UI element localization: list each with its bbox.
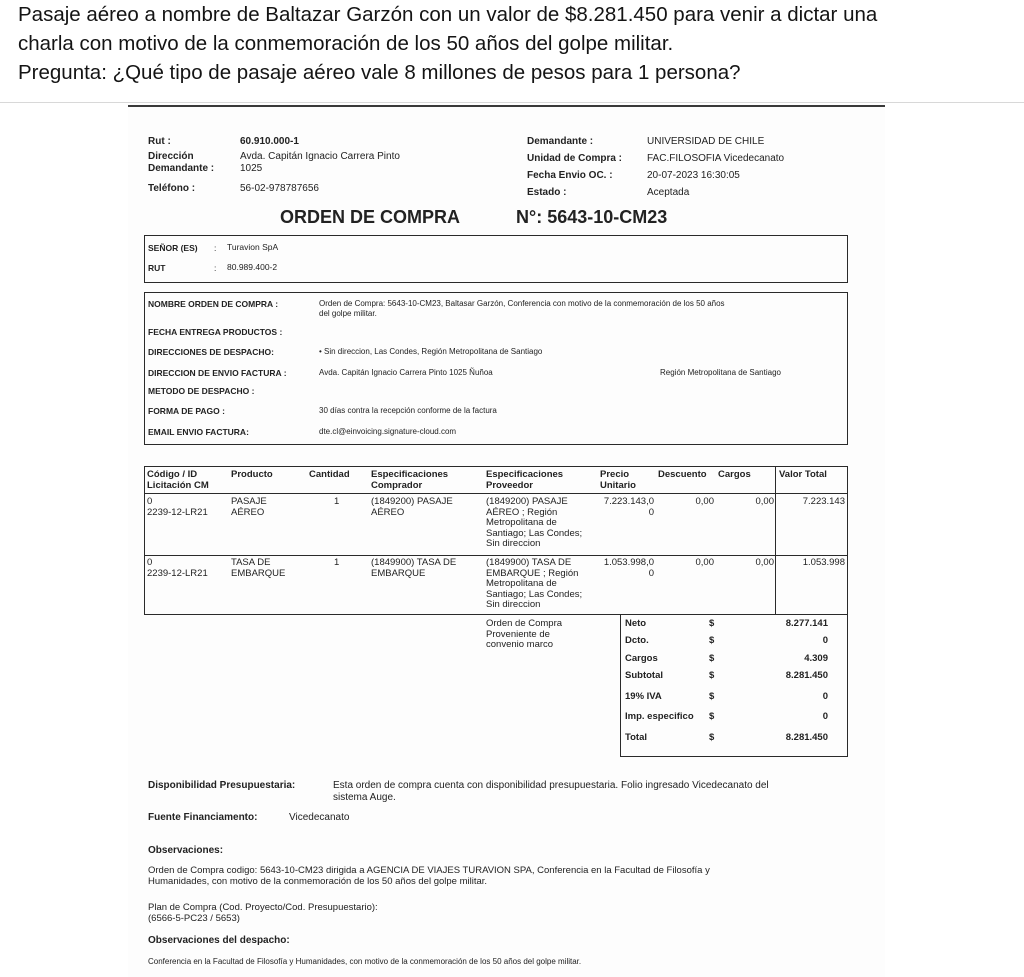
- totals-currency: $: [709, 691, 715, 702]
- convenio-note: [486, 619, 562, 651]
- rut-value: 60.910.000-1: [240, 136, 299, 147]
- supplier-rut-value: 80.989.400-2: [227, 262, 278, 272]
- totals-currency: $: [709, 635, 715, 646]
- caption-line-3: Pregunta: ¿Qué tipo de pasaje aéreo vale 8 millones de pesos para 1 persona?: [18, 61, 741, 84]
- row1-producto-line-1: PASAJE: [231, 496, 267, 507]
- header-precio: [600, 470, 636, 491]
- row2-espec-proveedor: [486, 558, 582, 611]
- row2-producto-line-2: EMBARQUE: [231, 567, 286, 579]
- row1-codigo-line-2: 2239-12-LR21: [147, 506, 208, 518]
- senor-label: SEÑOR (ES): [148, 243, 198, 253]
- header-codigo-line-2: Licitación CM: [147, 479, 209, 491]
- header-cantidad: Cantidad: [309, 469, 350, 480]
- unidad-compra-label: Unidad de Compra :: [527, 153, 623, 164]
- row2-descuento: 0,00: [695, 557, 714, 568]
- forma-pago-value: 30 días contra la recepción conforme de la factura: [319, 406, 497, 415]
- items-header-divider: [144, 493, 848, 494]
- plan-compra-line-2: (6566-5-PC23 / 5653): [148, 913, 240, 924]
- demandante-left-label: Demandante :: [148, 163, 215, 174]
- row2-espec-comprador: [371, 558, 456, 579]
- header-espec-comprador: [371, 470, 448, 491]
- row1-cantidad: 1: [334, 496, 340, 507]
- senor-colon: :: [214, 243, 217, 253]
- row1-cargos: 0,00: [755, 496, 774, 507]
- row2-espec-comprador-line-1: (1849900) TASA DE: [371, 557, 457, 568]
- totals-label: Total: [625, 732, 647, 743]
- totals-value: 8.281.450: [785, 670, 828, 681]
- header-espec-proveedor-line-1: Especificaciones: [486, 469, 564, 480]
- row2-espec-proveedor-line-3: Metropolitana de: [486, 578, 557, 589]
- totals-label: Dcto.: [625, 635, 649, 646]
- header-precio-line-1: Precio: [600, 469, 630, 480]
- supplier-rut-colon: :: [214, 263, 217, 273]
- row2-cargos: 0,00: [755, 557, 774, 568]
- row1-precio-line-2: 0: [648, 506, 654, 518]
- email-factura-label: EMAIL ENVIO FACTURA:: [148, 427, 249, 437]
- row2-producto-line-1: TASA DE: [231, 557, 271, 568]
- demandante-right-label: Demandante :: [527, 136, 594, 147]
- caption-line-1: Pasaje aéreo a nombre de Baltazar Garzón con un valor de $8.281.450 para venir a dictar una: [18, 3, 878, 26]
- caption-divider: [0, 102, 1024, 103]
- rut-label: Rut :: [148, 136, 171, 147]
- row1-espec-proveedor-line-4: Santiago; Las Condes;: [486, 527, 583, 539]
- row2-precio: [598, 558, 654, 579]
- row2-espec-proveedor-line-1: (1849900) TASA DE: [486, 557, 572, 568]
- row2-precio-line-1: 1.053.998,0: [603, 557, 654, 568]
- fuente-label: Fuente Financiamento:: [148, 812, 258, 823]
- row2-espec-comprador-line-2: EMBARQUE: [371, 567, 426, 579]
- disponibilidad-line-2: sistema Auge.: [333, 792, 396, 803]
- orden-compra-number: N°: 5643-10-CM23: [516, 207, 668, 227]
- row1-precio-line-1: 7.223.143,0: [603, 496, 654, 507]
- demandante-right-value: UNIVERSIDAD DE CHILE: [647, 136, 765, 147]
- totals-currency: $: [709, 653, 715, 664]
- row1-precio: [598, 497, 654, 518]
- row1-producto: [231, 497, 267, 518]
- obs-despacho-value: Conferencia en la Facultad de Filosofía y Humanidades, con motivo de la conmemoración de los 50 años del golpe militar.: [148, 957, 582, 966]
- nombre-orden-value-2: del golpe militar.: [319, 309, 377, 318]
- row2-cantidad: 1: [334, 557, 340, 568]
- unidad-compra-value: FAC.FILOSOFIA Vicedecanato: [647, 153, 785, 164]
- totals-label: 19% IVA: [625, 691, 662, 702]
- header-espec-comprador-line-2: Comprador: [371, 479, 423, 491]
- senor-value: Turavion SpA: [227, 242, 279, 252]
- row2-espec-proveedor-line-2: EMBARQUE ; Región: [486, 567, 579, 579]
- nombre-orden-value-1: Orden de Compra: 5643-10-CM23, Baltasar Garzón, Conferencia con motivo de la conmemoración de los 50 años: [319, 299, 725, 308]
- fecha-entrega-label: FECHA ENTREGA PRODUCTOS :: [148, 327, 283, 337]
- row2-valor-total: 1.053.998: [802, 557, 845, 568]
- header-espec-comprador-line-1: Especificaciones: [371, 469, 449, 480]
- row2-codigo: [147, 558, 208, 579]
- envio-factura-value: Avda. Capitán Ignacio Carrera Pinto 1025 Ñuñoa: [319, 368, 493, 377]
- row1-codigo: [147, 497, 208, 518]
- row1-espec-proveedor: [486, 497, 582, 550]
- row1-espec-comprador: [371, 497, 453, 518]
- direcciones-despacho-label: DIRECCIONES DE DESPACHO:: [148, 347, 274, 357]
- obs-despacho-label: Observaciones del despacho:: [148, 935, 290, 946]
- row2-codigo-line-2: 2239-12-LR21: [147, 567, 208, 579]
- caption-line-2: charla con motivo de la conmemoración de los 50 años del golpe militar.: [18, 32, 674, 55]
- row1-espec-comprador-line-2: AÉREO: [371, 506, 405, 518]
- totals-value: 4.309: [804, 653, 828, 664]
- telefono-value: 56-02-978787656: [240, 183, 319, 194]
- totals-value: 8.277.141: [785, 618, 828, 629]
- valor-total-column-divider: [775, 466, 776, 615]
- row1-espec-proveedor-line-2: AÉREO ; Región: [486, 506, 558, 518]
- totals-value: 0: [822, 635, 828, 646]
- totals-value: 8.281.450: [785, 732, 828, 743]
- metodo-despacho-label: METODO DE DESPACHO :: [148, 386, 255, 396]
- post-caption: [18, 0, 1008, 87]
- forma-pago-label: FORMA DE PAGO :: [148, 406, 225, 416]
- observaciones-line-1: Orden de Compra codigo: 5643-10-CM23 dirigida a AGENCIA DE VIAJES TURAVION SPA, Conferencia en la Facultad de Filosofía y: [148, 865, 710, 876]
- header-espec-proveedor-line-2: Proveedor: [486, 479, 533, 491]
- row2-codigo-line-1: 0: [147, 557, 153, 568]
- disponibilidad-line-1: Esta orden de compra cuenta con disponibilidad presupuestaria. Folio ingresado Vicedecanato del: [333, 780, 769, 791]
- totals-currency: $: [709, 732, 715, 743]
- estado-label: Estado :: [527, 187, 567, 198]
- supplier-rut-label: RUT: [148, 263, 166, 273]
- totals-label: Imp. especifico: [625, 711, 694, 722]
- fecha-envio-label: Fecha Envio OC. :: [527, 170, 613, 181]
- totals-currency: $: [709, 670, 715, 681]
- row1-descuento: 0,00: [695, 496, 714, 507]
- convenio-note-line-3: convenio marco: [486, 639, 554, 650]
- envio-factura-region: Región Metropolitana de Santiago: [660, 368, 781, 377]
- scan-top-border: [128, 105, 885, 107]
- convenio-note-line-1: Orden de Compra: [486, 618, 563, 629]
- header-producto: Producto: [231, 469, 273, 480]
- totals-currency: $: [709, 618, 715, 629]
- email-factura-value: dte.cl@einvoicing.signature-cloud.com: [319, 427, 457, 436]
- nombre-orden-label: NOMBRE ORDEN DE COMPRA :: [148, 299, 279, 309]
- row1-valor-total: 7.223.143: [802, 496, 845, 507]
- row1-espec-comprador-line-1: (1849200) PASAJE: [371, 496, 453, 507]
- direccion-value: Avda. Capitán Ignacio Carrera Pinto: [240, 151, 400, 162]
- totals-currency: $: [709, 711, 715, 722]
- direcciones-despacho-value: • Sin direccion, Las Condes, Región Metropolitana de Santiago: [319, 347, 543, 356]
- row2-producto: [231, 558, 285, 579]
- convenio-note-line-2: Proveniente de: [486, 628, 550, 640]
- row1-producto-line-2: AÉREO: [231, 506, 265, 518]
- telefono-label: Teléfono :: [148, 183, 196, 194]
- header-codigo: [147, 470, 209, 491]
- row1-codigo-line-1: 0: [147, 496, 153, 507]
- totals-label: Subtotal: [625, 670, 663, 681]
- direccion-label: Dirección: [148, 151, 194, 162]
- row1-espec-proveedor-line-5: Sin direccion: [486, 538, 541, 549]
- plan-compra-line-1: Plan de Compra (Cod. Proyecto/Cod. Presupuestario):: [148, 902, 378, 913]
- fecha-envio-value: 20-07-2023 16:30:05: [647, 170, 740, 181]
- items-row-divider: [144, 555, 848, 556]
- demandante-left-value: 1025: [240, 163, 263, 174]
- header-valor-total: Valor Total: [779, 469, 827, 480]
- row2-espec-proveedor-line-5: Sin direccion: [486, 599, 541, 610]
- header-descuento: Descuento: [658, 469, 707, 480]
- header-cargos: Cargos: [718, 469, 751, 480]
- totals-label: Neto: [625, 618, 647, 629]
- row1-espec-proveedor-line-1: (1849200) PASAJE: [486, 496, 568, 507]
- observaciones-line-2: Humanidades, con motivo de la conmemoración de los 50 años del golpe militar.: [148, 876, 488, 887]
- observaciones-label: Observaciones:: [148, 845, 224, 856]
- row2-espec-proveedor-line-4: Santiago; Las Condes;: [486, 588, 583, 600]
- header-espec-proveedor: [486, 470, 563, 491]
- totals-value: 0: [822, 691, 828, 702]
- totals-value: 0: [822, 711, 828, 722]
- fuente-value: Vicedecanato: [289, 812, 350, 823]
- row2-precio-line-2: 0: [648, 567, 654, 579]
- estado-value: Aceptada: [647, 187, 690, 198]
- orden-compra-title: ORDEN DE COMPRA: [280, 207, 461, 227]
- row1-espec-proveedor-line-3: Metropolitana de: [486, 517, 557, 528]
- envio-factura-label: DIRECCION DE ENVIO FACTURA :: [148, 368, 287, 378]
- header-precio-line-2: Unitario: [600, 479, 636, 491]
- totals-label: Cargos: [625, 653, 658, 664]
- header-codigo-line-1: Código / ID: [147, 469, 198, 480]
- disponibilidad-label: Disponibilidad Presupuestaria:: [148, 780, 296, 791]
